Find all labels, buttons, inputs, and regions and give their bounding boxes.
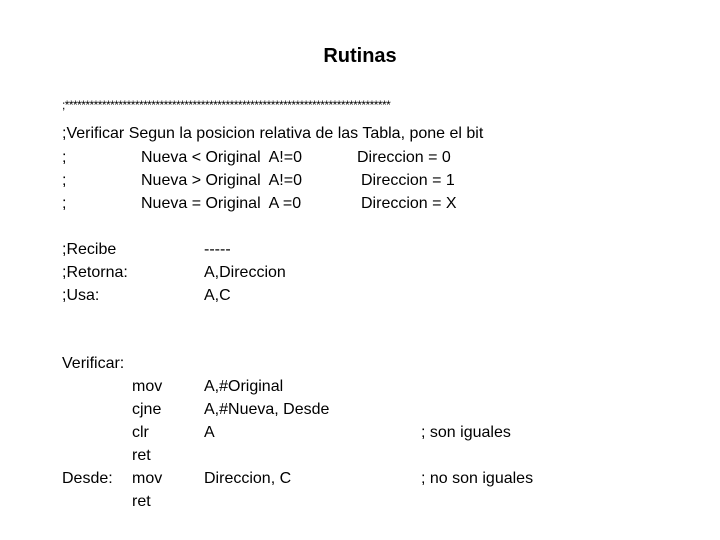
instruction-op: mov <box>132 470 163 487</box>
instruction-args: A,#Nueva, Desde <box>204 401 330 418</box>
instruction-label: Desde: <box>62 470 113 487</box>
condition-compare: Nueva < Original A!=0 <box>141 149 302 166</box>
instruction-args: A <box>204 424 215 441</box>
param-value-usa: A,C <box>204 287 231 304</box>
param-label-usa: ;Usa: <box>62 287 100 304</box>
instruction-op: ret <box>132 493 151 510</box>
comment-separator: ;******************************************************************************* <box>62 98 391 112</box>
routine-label: Verificar: <box>62 355 125 372</box>
instruction-comment: ; son iguales <box>421 424 511 441</box>
instruction-op: mov <box>132 378 163 395</box>
instruction-args: Direccion, C <box>204 470 292 487</box>
param-label-recibe: ;Recibe <box>62 241 117 258</box>
condition-semicolon: ; <box>62 172 67 189</box>
instruction-args: A,#Original <box>204 378 284 395</box>
description-line: ;Verificar Segun la posicion relativa de las Tabla, pone el bit <box>62 125 484 142</box>
param-value-retorna: A,Direccion <box>204 264 286 281</box>
condition-result: Direccion = X <box>361 195 457 212</box>
instruction-comment: ; no son iguales <box>421 470 534 487</box>
instruction-op: ret <box>132 447 151 464</box>
condition-result: Direccion = 1 <box>361 172 455 189</box>
param-value-recibe: ----- <box>204 241 231 258</box>
condition-compare: Nueva = Original A =0 <box>141 195 302 212</box>
param-label-retorna: ;Retorna: <box>62 264 128 281</box>
instruction-op: cjne <box>132 401 162 418</box>
condition-semicolon: ; <box>62 195 67 212</box>
condition-semicolon: ; <box>62 149 67 166</box>
condition-result: Direccion = 0 <box>357 149 451 166</box>
condition-compare: Nueva > Original A!=0 <box>141 172 302 189</box>
instruction-op: clr <box>132 424 149 441</box>
slide-title: Rutinas <box>323 45 397 67</box>
